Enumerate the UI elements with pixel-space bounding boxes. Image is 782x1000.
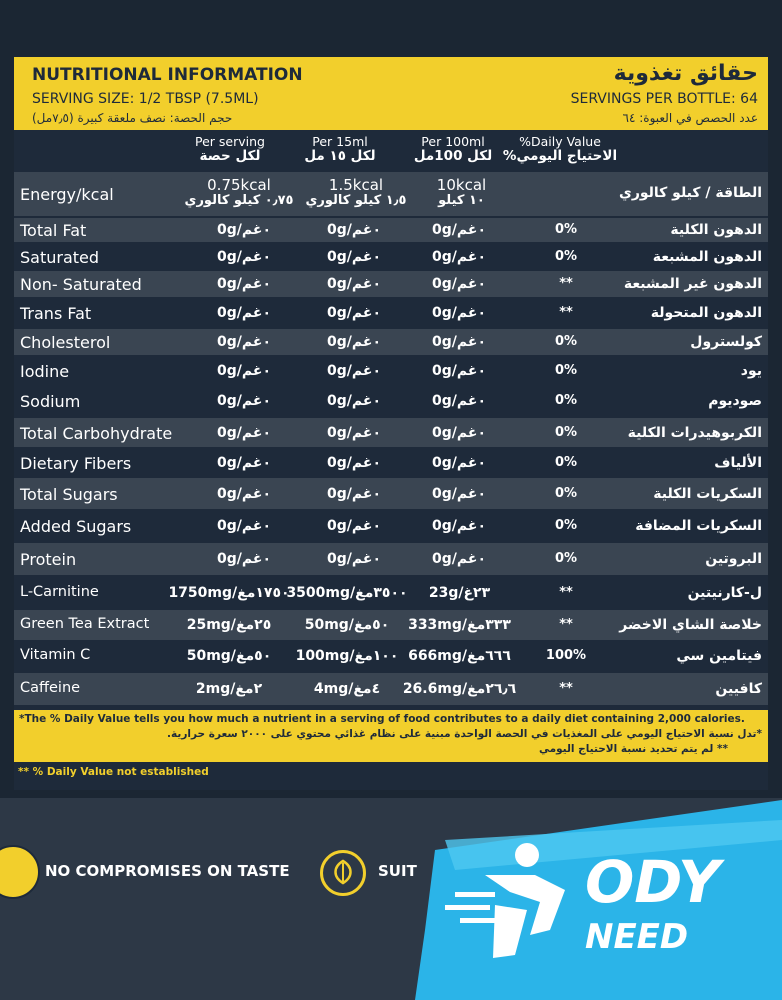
- col-per-serving-ar: لكل حصة: [199, 148, 261, 164]
- row-label-en: Protein: [20, 550, 77, 569]
- row-daily-value: **: [559, 617, 573, 632]
- row-label-en: L-Carnitine: [20, 584, 99, 600]
- row-value-per-serving: 0g/٠غم: [217, 455, 271, 471]
- row-daily-value: 0%: [554, 486, 578, 501]
- row-value-per-15ml: 0g/٠غم: [327, 455, 381, 471]
- row-value-per-serving: 0g/٠غم: [217, 551, 271, 567]
- row-daily-value: 0%: [554, 518, 578, 533]
- table-row: [14, 642, 768, 670]
- row-value-per-serving: 2mg/٢مغ: [195, 681, 263, 697]
- row-label-en: Trans Fat: [20, 304, 92, 323]
- col-per-100ml-en: Per 100ml: [421, 134, 485, 149]
- table-row: [14, 511, 768, 541]
- row-label-en: Dietary Fibers: [20, 454, 132, 473]
- row-label-ar: خلاصة الشاي الاخضر: [619, 617, 762, 633]
- col-per-15ml: [290, 134, 390, 170]
- row-value-per-15ml: 0g/٠غم: [327, 518, 381, 534]
- row-value-per-100ml: 0g/٠غم: [432, 518, 486, 534]
- row-label-en: Cholesterol: [20, 333, 111, 352]
- table-row: [14, 244, 768, 270]
- table-row: [14, 329, 768, 355]
- row-label-ar: الدهون غير المشبعة: [623, 276, 762, 292]
- energy-v3: [414, 177, 509, 209]
- table-row: [14, 299, 768, 327]
- row-daily-value: 0%: [554, 334, 578, 349]
- col-daily-value-en: %Daily Value: [519, 134, 601, 149]
- row-value-per-15ml: 0g/٠غم: [327, 276, 381, 292]
- col-daily-value: [500, 134, 620, 170]
- footnote-line2: *تدل نسبة الاحتياج اليومي على المغذيات في الحصة الواحدة مبنية على نظام غذائي محتوي على ٢٠٠٠ سعرة حرارية.: [167, 728, 762, 740]
- row-value-per-100ml: 666mg/٦٦٦مغ: [408, 648, 511, 664]
- col-per-100ml: [398, 134, 508, 170]
- nutrition-header: [14, 57, 768, 130]
- row-value-per-serving: 0g/٠غم: [217, 276, 271, 292]
- row-daily-value: 0%: [554, 222, 578, 237]
- row-value-per-serving: 1750mg/١٧٥٠مغ: [168, 585, 290, 601]
- col-per-15ml-ar: لكل ١٥ مل: [304, 148, 376, 164]
- col-daily-value-ar: %الاحتياج اليومي: [502, 148, 618, 164]
- row-value-per-100ml: 26.6mg/٢٦٫٦مغ: [402, 681, 517, 697]
- energy-v1-ar: ٠٫٧٥ كيلو كالوري: [184, 193, 294, 208]
- table-row: [14, 387, 768, 415]
- row-label-ar: كافيين: [715, 681, 762, 697]
- row-label-en: Sodium: [20, 392, 81, 411]
- badge-suit-text: SUIT: [378, 862, 417, 880]
- badge-taste-text: NO COMPROMISES ON TASTE: [45, 862, 290, 880]
- leaf-badge-icon: [320, 850, 366, 896]
- row-label-ar: كولسترول: [690, 334, 762, 350]
- table-row: [14, 271, 768, 297]
- col-per-15ml-en: Per 15ml: [312, 134, 368, 149]
- energy-v1-en: 0.75kcal: [207, 176, 271, 194]
- table-row-energy: [14, 172, 768, 216]
- row-value-per-serving: 0g/٠غم: [217, 249, 271, 265]
- row-value-per-100ml: 0g/٠غم: [432, 305, 486, 321]
- footnote-line1: *The % Daily Value tells you how much a nutrient in a serving of food contributes to a daily diet containing 2,000 calories.: [19, 713, 745, 725]
- row-label-en: Total Carbohydrate: [20, 424, 173, 443]
- row-label-en: Total Sugars: [20, 485, 118, 504]
- row-value-per-15ml: 4mg/٤مغ: [313, 681, 381, 697]
- row-daily-value: 0%: [554, 393, 578, 408]
- row-label-en: Saturated: [20, 248, 100, 267]
- footnote-line4: ** % Daily Value not established: [18, 766, 209, 778]
- energy-label-en: Energy/kcal: [20, 185, 114, 204]
- row-value-per-15ml: 0g/٠غم: [327, 425, 381, 441]
- energy-v2-en: 1.5kcal: [328, 176, 384, 194]
- row-value-per-100ml: 0g/٠غم: [432, 334, 486, 350]
- row-value-per-15ml: 0g/٠غم: [327, 393, 381, 409]
- col-per-serving-en: Per serving: [195, 134, 265, 149]
- row-value-per-15ml: 0g/٠غم: [327, 334, 381, 350]
- row-label-ar: السكريات المضافة: [635, 518, 762, 534]
- row-value-per-100ml: 0g/٠غم: [432, 249, 486, 265]
- row-label-en: Iodine: [20, 362, 70, 381]
- row-value-per-serving: 0g/٠غم: [217, 518, 271, 534]
- energy-v3-ar: ١٠ كيلو: [438, 193, 485, 208]
- leaf-icon: [323, 853, 363, 893]
- table-row: [14, 543, 768, 575]
- row-value-per-serving: 0g/٠غم: [217, 334, 271, 350]
- row-value-per-15ml: 3500mg/٣٥٠٠مغ: [286, 585, 408, 601]
- row-daily-value: 0%: [554, 363, 578, 378]
- row-label-ar: صوديوم: [708, 393, 762, 409]
- title-en: NUTRITIONAL INFORMATION: [32, 65, 303, 85]
- row-label-ar: الكربوهيدرات الكلية: [627, 425, 762, 441]
- logo-text-bottom: NEED: [585, 917, 689, 957]
- serving-size-en: SERVING SIZE: 1/2 TBSP (7.5ML): [32, 91, 259, 107]
- servings-en: SERVINGS PER BOTTLE: 64: [570, 91, 758, 107]
- row-value-per-serving: 0g/٠غم: [217, 486, 271, 502]
- row-label-ar: يود: [740, 363, 762, 379]
- energy-label-ar: الطاقة / كيلو كالوري: [618, 185, 762, 201]
- row-label-ar: ل-كارنيتين: [687, 585, 762, 601]
- row-value-per-15ml: 0g/٠غم: [327, 363, 381, 379]
- row-value-per-15ml: 0g/٠غم: [327, 222, 381, 238]
- table-row: [14, 478, 768, 509]
- table-row: [14, 673, 768, 705]
- row-label-en: Non- Saturated: [20, 275, 142, 294]
- logo-text-top: ODY: [585, 848, 720, 916]
- energy-v1: [179, 177, 299, 209]
- row-daily-value: 0%: [554, 455, 578, 470]
- row-value-per-15ml: 100mg/١٠٠مغ: [295, 648, 399, 664]
- body-need-logo: [415, 780, 782, 1000]
- table-row: [14, 610, 768, 640]
- table-row: [14, 418, 768, 447]
- row-value-per-100ml: 0g/٠غم: [432, 276, 486, 292]
- row-value-per-100ml: 0g/٠غم: [432, 425, 486, 441]
- row-daily-value: 0%: [554, 425, 578, 440]
- row-label-en: Green Tea Extract: [20, 616, 150, 632]
- row-value-per-100ml: 0g/٠غم: [432, 455, 486, 471]
- serving-size-ar: حجم الحصة: نصف ملعقة كبيرة (٧٫٥مل): [32, 111, 233, 125]
- row-label-en: Total Fat: [20, 221, 87, 240]
- row-label-ar: السكريات الكلية: [653, 486, 762, 502]
- row-daily-value: **: [559, 276, 573, 291]
- col-per-serving: [180, 134, 280, 170]
- row-value-per-serving: 50mg/٥٠مغ: [186, 648, 272, 664]
- row-daily-value: **: [559, 585, 573, 600]
- title-ar: حقائق تغذوية: [613, 61, 758, 86]
- row-value-per-15ml: 0g/٠غم: [327, 305, 381, 321]
- row-value-per-100ml: 23g/٢٣غ: [428, 585, 491, 601]
- row-value-per-serving: 0g/٠غم: [217, 393, 271, 409]
- row-value-per-100ml: 333mg/٣٣٣مغ: [408, 617, 511, 633]
- energy-v2-ar: ١٫٥ كيلو كالوري: [305, 193, 407, 208]
- row-daily-value: 0%: [554, 249, 578, 264]
- servings-ar: عدد الحصص في العبوة: ٦٤: [622, 111, 758, 125]
- row-label-en: Caffeine: [20, 680, 81, 696]
- row-value-per-serving: 0g/٠غم: [217, 425, 271, 441]
- row-value-per-100ml: 0g/٠غم: [432, 551, 486, 567]
- row-daily-value: **: [559, 681, 573, 696]
- row-label-ar: الألياف: [714, 455, 762, 471]
- row-value-per-100ml: 0g/٠غم: [432, 222, 486, 238]
- row-label-ar: الدهون الكلية: [670, 222, 762, 238]
- row-label-en: Vitamin C: [20, 647, 91, 663]
- row-value-per-15ml: 50mg/٥٠مغ: [304, 617, 390, 633]
- row-value-per-serving: 0g/٠غم: [217, 305, 271, 321]
- row-label-ar: البروتين: [705, 551, 762, 567]
- table-row: [14, 218, 768, 242]
- row-value-per-15ml: 0g/٠غم: [327, 551, 381, 567]
- table-row: [14, 577, 768, 608]
- footnote-line3: ** لم يتم تحديد نسبة الاحتياج اليومي: [538, 743, 728, 755]
- row-value-per-100ml: 0g/٠غم: [432, 393, 486, 409]
- row-label-ar: الدهون المتحولة: [650, 305, 762, 321]
- footnote-box: [14, 710, 768, 762]
- energy-v3-en: 10kcal: [436, 176, 487, 194]
- row-value-per-15ml: 0g/٠غم: [327, 486, 381, 502]
- energy-v2: [296, 177, 416, 209]
- row-daily-value: 100%: [545, 648, 587, 663]
- row-value-per-100ml: 0g/٠غم: [432, 363, 486, 379]
- row-daily-value: **: [559, 305, 573, 320]
- row-value-per-100ml: 0g/٠غم: [432, 486, 486, 502]
- runner-head-icon: [515, 843, 539, 867]
- table-row: [14, 357, 768, 385]
- row-value-per-serving: 0g/٠غم: [217, 363, 271, 379]
- table-row: [14, 449, 768, 476]
- row-value-per-serving: 0g/٠غم: [217, 222, 271, 238]
- row-label-ar: الدهون المشبعة: [652, 249, 762, 265]
- row-value-per-serving: 25mg/٢٥مغ: [186, 617, 272, 633]
- col-per-100ml-ar: لكل 100مل: [413, 148, 493, 164]
- row-label-ar: فيتامين سي: [676, 648, 762, 664]
- row-value-per-15ml: 0g/٠غم: [327, 249, 381, 265]
- row-label-en: Added Sugars: [20, 517, 132, 536]
- row-daily-value: 0%: [554, 551, 578, 566]
